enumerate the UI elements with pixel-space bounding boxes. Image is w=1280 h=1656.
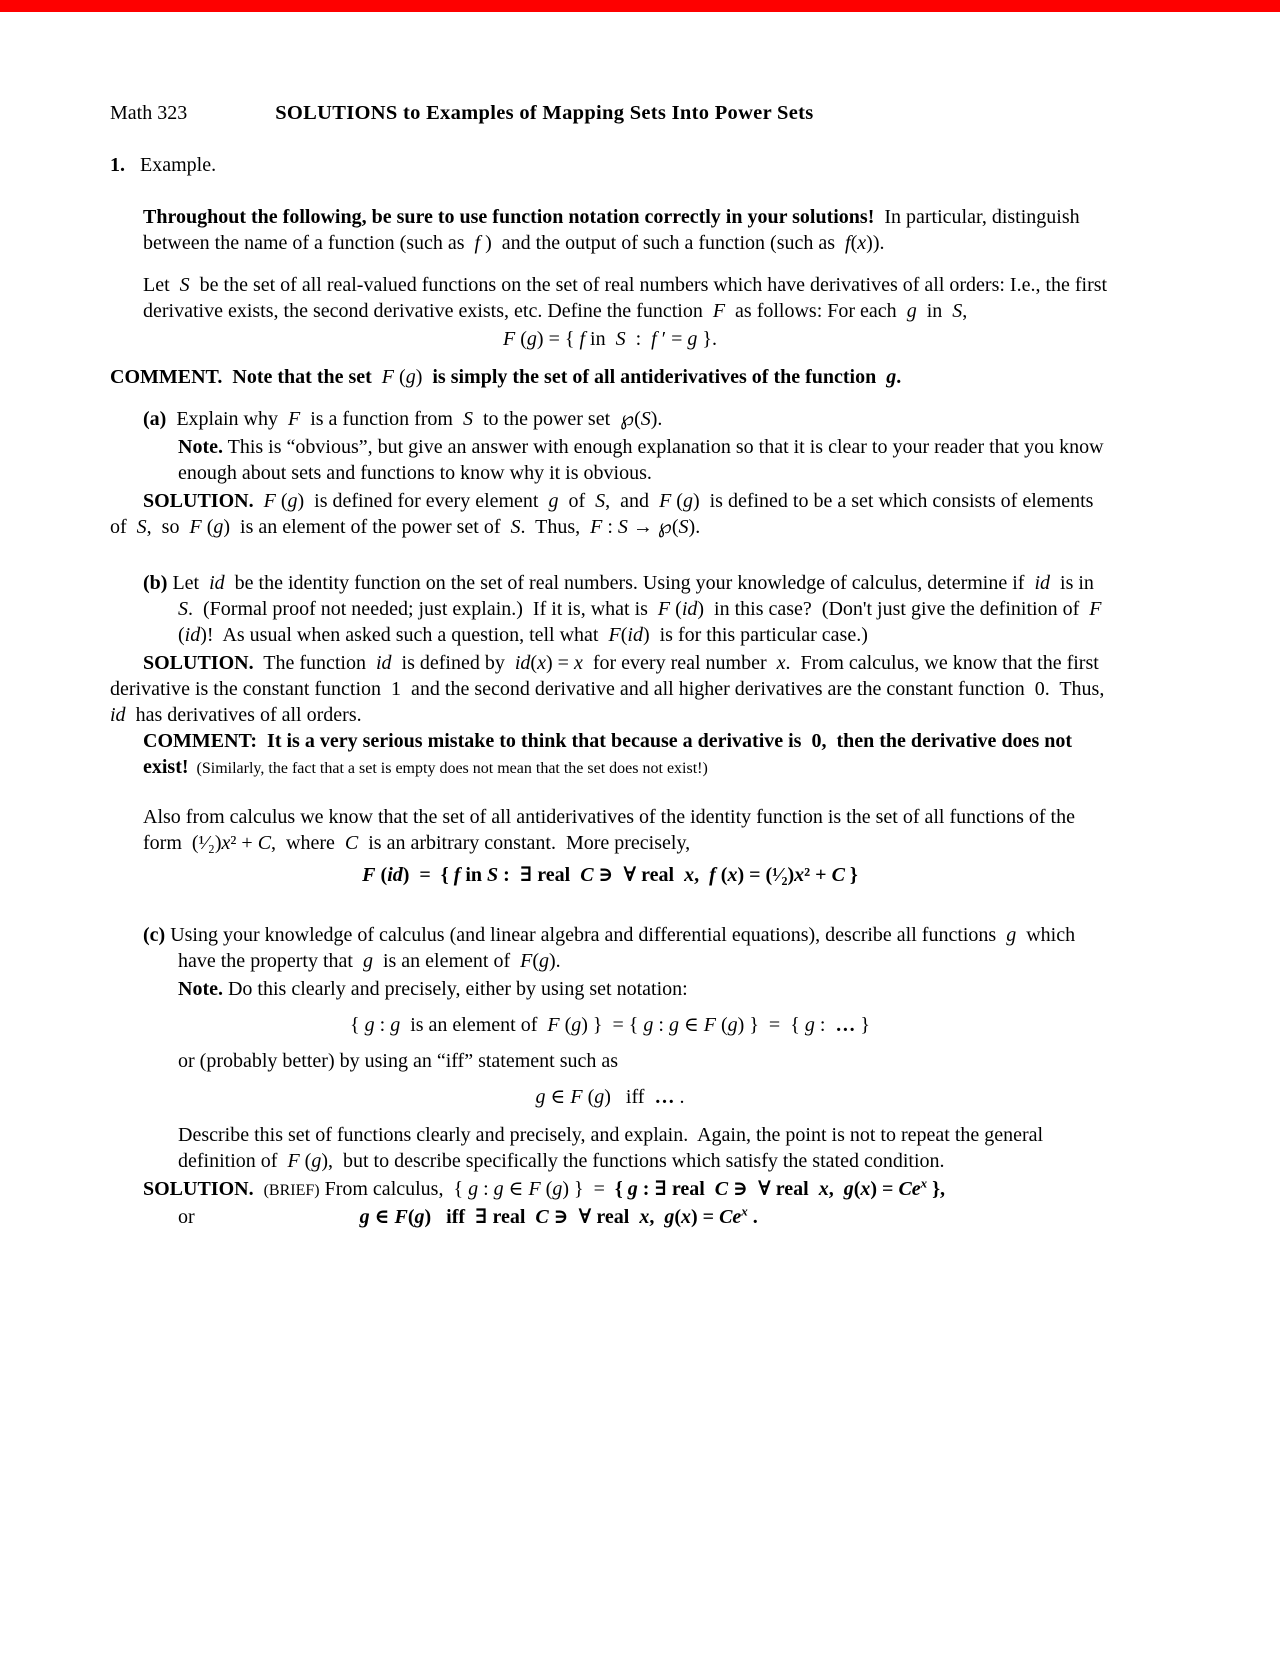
text-segment: C bbox=[257, 832, 272, 854]
text-segment: SOLUTION. bbox=[143, 490, 254, 512]
text-segment: ( bbox=[674, 1206, 681, 1228]
text-segment: F bbox=[712, 300, 726, 322]
text-segment: F bbox=[570, 1086, 583, 1108]
text-segment: S bbox=[510, 516, 521, 538]
text-segment: ) } = { bbox=[581, 1014, 644, 1036]
solution-a bbox=[110, 488, 1110, 540]
text-segment: Do this clearly and precisely, either by using set notation: bbox=[222, 978, 688, 1000]
text-segment: x bbox=[221, 832, 231, 854]
text-segment: ) iff bbox=[424, 1206, 476, 1228]
text-segment: Explain why bbox=[166, 408, 288, 430]
text-segment: has derivatives of all orders. bbox=[125, 704, 362, 726]
text-segment: Ce bbox=[898, 1178, 921, 1200]
note-a bbox=[178, 434, 1110, 486]
text-segment: S bbox=[487, 864, 499, 886]
text-segment: F bbox=[503, 328, 516, 350]
text-segment: x bbox=[727, 864, 738, 886]
text-segment: F bbox=[394, 1206, 408, 1228]
text-segment: F bbox=[189, 516, 202, 538]
text-segment: ). bbox=[650, 408, 663, 430]
text-segment: f bbox=[453, 864, 461, 886]
text-segment: SOLUTION. bbox=[143, 1178, 254, 1200]
page-title: SOLUTIONS to Examples of Mapping Sets Into Power Sets bbox=[275, 102, 814, 124]
item-c bbox=[143, 922, 1110, 974]
text-segment: g bbox=[405, 366, 416, 388]
text-segment: (c) bbox=[143, 924, 166, 946]
text-segment: C bbox=[831, 864, 845, 886]
text-segment: to the power set ℘( bbox=[472, 408, 641, 430]
text-segment: g bbox=[535, 1086, 546, 1108]
text-segment: is a function from bbox=[300, 408, 463, 430]
formula-iff bbox=[110, 1084, 1110, 1110]
text-segment: ( bbox=[671, 490, 683, 512]
text-segment: g bbox=[390, 1014, 401, 1036]
text-segment: ( bbox=[394, 366, 406, 388]
text-segment: ) } = { bbox=[737, 1014, 805, 1036]
text-segment: F bbox=[520, 950, 533, 972]
text-segment: Throughout the following, be sure to use function notation correctly in your solutions! bbox=[143, 206, 875, 228]
text-segment: ) bbox=[415, 366, 433, 388]
document-header bbox=[110, 100, 1110, 126]
comment-antiderivatives bbox=[110, 364, 1110, 390]
text-segment: is an arbitrary constant. More precisely, bbox=[358, 832, 691, 854]
text-segment: ( bbox=[853, 1178, 861, 1200]
text-segment: C bbox=[580, 864, 594, 886]
text-segment: in bbox=[585, 328, 616, 350]
text-segment: (BRIEF) bbox=[263, 1182, 320, 1199]
text-segment: x bbox=[684, 864, 695, 886]
text-segment: id bbox=[387, 864, 403, 886]
text-segment: x bbox=[818, 1178, 829, 1200]
text-segment: ) = bbox=[545, 652, 574, 674]
text-segment: as follows: For each bbox=[725, 300, 907, 322]
text-segment: S bbox=[615, 328, 626, 350]
text-segment: g bbox=[287, 490, 298, 512]
text-segment: ∈ bbox=[369, 1206, 395, 1228]
paragraph-or-iff bbox=[178, 1048, 1110, 1074]
text-segment: x bbox=[776, 652, 786, 674]
text-segment: x bbox=[573, 652, 583, 674]
text-segment: , bbox=[828, 1178, 844, 1200]
text-segment: ) = { bbox=[402, 864, 454, 886]
text-segment: f bbox=[709, 864, 716, 886]
text-segment: F bbox=[287, 1150, 300, 1172]
text-segment: ( bbox=[530, 652, 538, 674]
item-b bbox=[143, 570, 1110, 648]
text-segment: } bbox=[844, 864, 858, 886]
text-segment: Example. bbox=[125, 154, 217, 176]
text-segment: ∋ bbox=[728, 1178, 758, 1200]
text-segment: F bbox=[362, 864, 376, 886]
text-segment: id bbox=[681, 598, 698, 620]
text-segment: S bbox=[136, 516, 147, 538]
text-segment: F bbox=[381, 366, 395, 388]
text-segment: or bbox=[178, 1206, 360, 1228]
text-segment: is an element of bbox=[400, 1014, 548, 1036]
text-segment: . (Formal proof not needed; just explain.) If it is, what is bbox=[188, 598, 658, 620]
text-segment: C bbox=[535, 1206, 549, 1228]
text-segment: SOLUTION. bbox=[143, 652, 254, 674]
text-segment: ) and the output of such a function (such as bbox=[480, 232, 846, 254]
text-segment: g bbox=[643, 1014, 654, 1036]
text-segment: ( bbox=[715, 864, 728, 886]
text-segment: ∈ bbox=[503, 1178, 529, 1200]
text-segment: )). bbox=[866, 232, 885, 254]
text-segment: ) } = bbox=[562, 1178, 615, 1200]
text-segment: ( bbox=[559, 1014, 572, 1036]
text-segment: id bbox=[1034, 572, 1051, 594]
text-segment: id bbox=[375, 652, 392, 674]
text-segment: }. bbox=[697, 328, 717, 350]
comment-b bbox=[143, 728, 1110, 782]
solution-b bbox=[110, 650, 1115, 728]
text-segment: id bbox=[514, 652, 531, 674]
paragraph-describe bbox=[178, 1122, 1110, 1174]
text-segment: of bbox=[558, 490, 596, 512]
text-segment: F bbox=[608, 624, 621, 646]
text-segment: ) = { bbox=[536, 328, 580, 350]
solution-c-line2 bbox=[178, 1204, 1110, 1230]
text-segment: x bbox=[794, 864, 805, 886]
text-segment: is defined by bbox=[391, 652, 515, 674]
text-segment: g bbox=[359, 1206, 370, 1228]
text-segment: (b) bbox=[143, 572, 168, 594]
text-segment: x bbox=[741, 1203, 748, 1219]
text-segment: be the set of all real-valued functions on the set of real numbers which have derivatives of all orders: I.e., the first derivative exists, the second derivative exists, etc. Define the function bbox=[143, 274, 1113, 322]
text-segment: S bbox=[617, 516, 628, 538]
text-segment: : bbox=[814, 1014, 836, 1036]
text-segment: is an element of bbox=[372, 950, 521, 972]
text-segment: S bbox=[678, 516, 689, 538]
paragraph-antiderivatives-id bbox=[143, 804, 1110, 856]
text-segment: which have the property that bbox=[178, 924, 1081, 972]
text-segment: f bbox=[474, 232, 481, 254]
text-segment: g bbox=[664, 1206, 675, 1228]
text-segment: F bbox=[1089, 598, 1102, 620]
text-segment: F bbox=[287, 408, 301, 430]
text-segment: F bbox=[263, 490, 276, 512]
text-segment: ) = (¹⁄₂) bbox=[737, 864, 795, 886]
formula-F-id bbox=[110, 862, 1110, 888]
text-segment: , so bbox=[146, 516, 190, 538]
text-segment: ∀ real bbox=[757, 1178, 819, 1200]
text-segment: g bbox=[727, 1014, 738, 1036]
text-segment: in bbox=[916, 300, 953, 322]
text-segment: ) = bbox=[691, 1206, 720, 1228]
text-segment: x bbox=[857, 232, 867, 254]
text-segment: g bbox=[682, 490, 693, 512]
text-segment: C bbox=[344, 832, 359, 854]
text-segment: ( bbox=[515, 328, 527, 350]
text-segment: ), but to describe specifically the functions which satisfy the stated condition. bbox=[321, 1150, 945, 1172]
text-segment: ∋ bbox=[548, 1206, 579, 1228]
text-segment: , bbox=[694, 864, 710, 886]
text-segment: ) = bbox=[870, 1178, 899, 1200]
text-segment: This is “obvious”, but give an answer with enough explanation so that it is clear to your reader that you know enough about sets and functions to know why it is obvious. bbox=[178, 436, 1109, 484]
text-segment: ( bbox=[670, 598, 682, 620]
text-segment: x bbox=[860, 1178, 871, 1200]
text-segment: ∋ ∀ real bbox=[593, 864, 685, 886]
text-segment: f bbox=[579, 328, 586, 350]
text-segment: , bbox=[962, 300, 968, 322]
text-segment: , where bbox=[271, 832, 345, 854]
text-segment: , and bbox=[605, 490, 660, 512]
text-segment: COMMENT. Note that the set bbox=[110, 366, 382, 388]
text-segment: g bbox=[1006, 924, 1017, 946]
text-segment: { bbox=[350, 1014, 365, 1036]
text-segment: )! As usual when asked such a question, tell what bbox=[200, 624, 609, 646]
text-segment: F bbox=[659, 490, 672, 512]
text-segment: ) iff bbox=[604, 1086, 655, 1108]
text-segment: ∀ real bbox=[578, 1206, 640, 1228]
text-segment: ( bbox=[178, 598, 1107, 646]
text-segment: : bbox=[653, 1014, 669, 1036]
document-page bbox=[0, 12, 1280, 1230]
text-segment: is simply the set of all antiderivatives of the function bbox=[432, 366, 887, 388]
text-segment: : bbox=[478, 1178, 494, 1200]
solution-c bbox=[110, 1176, 1110, 1204]
text-segment: Let bbox=[167, 572, 210, 594]
text-segment: S bbox=[640, 408, 651, 430]
text-segment: : bbox=[602, 516, 618, 538]
text-segment: g bbox=[539, 950, 550, 972]
text-segment: ( bbox=[299, 1150, 312, 1172]
text-segment: f bbox=[845, 232, 851, 254]
text-segment: → ℘( bbox=[627, 516, 679, 538]
text-segment: Note. bbox=[178, 978, 223, 1000]
formula-set-notation bbox=[110, 1012, 1110, 1038]
text-segment: From calculus, { bbox=[319, 1178, 469, 1200]
note-c bbox=[178, 976, 1110, 1002]
top-bar bbox=[0, 0, 1280, 12]
text-segment: g bbox=[687, 328, 698, 350]
text-segment: be the identity function on the set of real numbers. Using your knowledge of calculus, determine if bbox=[224, 572, 1035, 594]
text-segment: id bbox=[110, 704, 126, 726]
text-segment: Using your knowledge of calculus (and linear algebra and differential equations), describe all functions bbox=[165, 924, 1007, 946]
text-segment: C bbox=[714, 1178, 729, 1200]
text-segment: g bbox=[493, 1178, 504, 1200]
text-segment: Also from calculus we know that the set of all antiderivatives of the identity function is the set of all functions of the form (¹⁄₂) bbox=[143, 806, 1080, 854]
text-segment: g bbox=[804, 1014, 815, 1036]
text-segment: g bbox=[362, 950, 373, 972]
text-segment: g bbox=[364, 1014, 375, 1036]
text-segment: in bbox=[460, 864, 488, 886]
text-segment: , bbox=[649, 1206, 665, 1228]
text-segment: f bbox=[651, 328, 657, 350]
course-label: Math 323 bbox=[110, 102, 188, 124]
text-segment: Describe this set of functions clearly and precisely, and explain. Again, the point is not to repeat the general definition of bbox=[178, 1124, 1049, 1172]
text-segment: 1. bbox=[110, 154, 125, 176]
text-segment bbox=[254, 490, 264, 512]
text-segment: id bbox=[209, 572, 225, 594]
text-segment: g bbox=[906, 300, 917, 322]
text-segment: F bbox=[657, 598, 671, 620]
text-segment: . From calculus, we know that the first derivative is the constant function 1 and the second derivative and all higher derivatives are the constant function 0. Thus, bbox=[110, 652, 1115, 700]
paragraph-definition bbox=[143, 272, 1113, 324]
text-segment: ) is for this particular case.) bbox=[642, 624, 868, 646]
text-segment: g bbox=[552, 1178, 563, 1200]
text-segment: ) is defined to be a set which consists of elements of bbox=[110, 490, 1099, 538]
text-segment: ). bbox=[688, 516, 701, 538]
text-segment: ( bbox=[201, 516, 214, 538]
text-segment: . bbox=[896, 366, 902, 388]
text-segment: S bbox=[178, 598, 188, 620]
text-segment: Ce bbox=[719, 1206, 742, 1228]
text-segment: g bbox=[886, 366, 897, 388]
text-segment: ( bbox=[540, 1178, 553, 1200]
text-segment: g bbox=[468, 1178, 479, 1200]
text-segment: ( bbox=[532, 950, 540, 972]
text-segment: g bbox=[668, 1014, 679, 1036]
text-segment: … bbox=[654, 1086, 675, 1108]
text-segment: g bbox=[548, 490, 559, 512]
text-segment: COMMENT: It is a very serious mistake to think that because a derivative is 0, then the derivative does not exist! bbox=[143, 730, 1078, 778]
text-segment: id bbox=[627, 624, 643, 646]
text-segment: S bbox=[179, 274, 190, 296]
text-segment: : bbox=[625, 328, 652, 350]
text-segment: ² + bbox=[230, 832, 258, 854]
text-segment: ∃ real bbox=[654, 1178, 715, 1200]
text-segment: g bbox=[571, 1014, 582, 1036]
text-segment: ) in this case? (Don't just give the definition of bbox=[697, 598, 1090, 620]
text-segment: … bbox=[835, 1014, 856, 1036]
text-segment: for every real number bbox=[582, 652, 777, 674]
text-segment: g bbox=[843, 1178, 854, 1200]
text-segment: g bbox=[414, 1206, 425, 1228]
text-segment: The function bbox=[253, 652, 376, 674]
text-segment: ∈ bbox=[545, 1086, 571, 1108]
example-number bbox=[110, 152, 1110, 178]
text-segment: . bbox=[674, 1086, 685, 1108]
text-segment: } bbox=[855, 1014, 870, 1036]
text-segment: g bbox=[526, 328, 537, 350]
text-segment: (a) bbox=[143, 408, 167, 430]
text-segment: ) is an element of the power set of bbox=[223, 516, 511, 538]
text-segment: ( bbox=[582, 1086, 595, 1108]
text-segment: ( bbox=[375, 864, 388, 886]
text-segment: ). bbox=[549, 950, 561, 972]
text-segment: F bbox=[590, 516, 603, 538]
text-segment: F bbox=[547, 1014, 560, 1036]
item-a bbox=[143, 406, 1110, 432]
text-segment: x bbox=[639, 1206, 650, 1228]
text-segment: id bbox=[184, 624, 201, 646]
text-segment: Note. bbox=[178, 436, 223, 458]
text-segment: x bbox=[920, 1175, 928, 1191]
text-segment: ∃ real bbox=[475, 1206, 536, 1228]
text-segment: : bbox=[374, 1014, 391, 1036]
text-segment: Let bbox=[143, 274, 180, 296]
text-segment: F bbox=[703, 1014, 716, 1036]
text-segment: g bbox=[311, 1150, 322, 1172]
text-segment: }, bbox=[927, 1178, 946, 1200]
text-segment: g bbox=[594, 1086, 605, 1108]
text-segment: ∈ bbox=[678, 1014, 704, 1036]
text-segment: x bbox=[681, 1206, 691, 1228]
text-segment: is in bbox=[1050, 572, 1104, 594]
text-segment: S bbox=[952, 300, 963, 322]
text-segment: (Similarly, the fact that a set is empty does not mean that the set does not exist!) bbox=[188, 760, 708, 777]
text-segment: ) is defined for every element bbox=[297, 490, 549, 512]
paragraph-intro bbox=[143, 204, 1110, 256]
text-segment: F bbox=[528, 1178, 541, 1200]
formula-F-definition bbox=[110, 326, 1110, 352]
text-segment: x bbox=[537, 652, 546, 674]
text-segment: ′ = bbox=[656, 328, 688, 350]
text-segment: { bbox=[614, 1178, 628, 1200]
text-segment: . Thus, bbox=[520, 516, 591, 538]
text-segment bbox=[254, 1178, 264, 1200]
text-segment: ² + bbox=[804, 864, 832, 886]
document-body bbox=[110, 152, 1115, 1230]
text-segment: or (probably better) by using an “iff” statement such as bbox=[178, 1050, 619, 1072]
text-segment: In particular, distinguish between the name of a function (such as bbox=[143, 206, 1085, 254]
text-segment: ( bbox=[850, 232, 858, 254]
text-segment: ( bbox=[407, 1206, 415, 1228]
text-segment: S bbox=[595, 490, 606, 512]
text-segment: ( bbox=[716, 1014, 728, 1036]
text-segment: S bbox=[462, 408, 473, 430]
text-segment: ( bbox=[275, 490, 288, 512]
text-segment: g bbox=[627, 1178, 638, 1200]
text-segment: g bbox=[213, 516, 224, 538]
text-segment: : ∃ real bbox=[498, 864, 581, 886]
text-segment: . bbox=[747, 1206, 758, 1228]
text-segment: : bbox=[637, 1178, 655, 1200]
text-segment: ( bbox=[620, 624, 628, 646]
